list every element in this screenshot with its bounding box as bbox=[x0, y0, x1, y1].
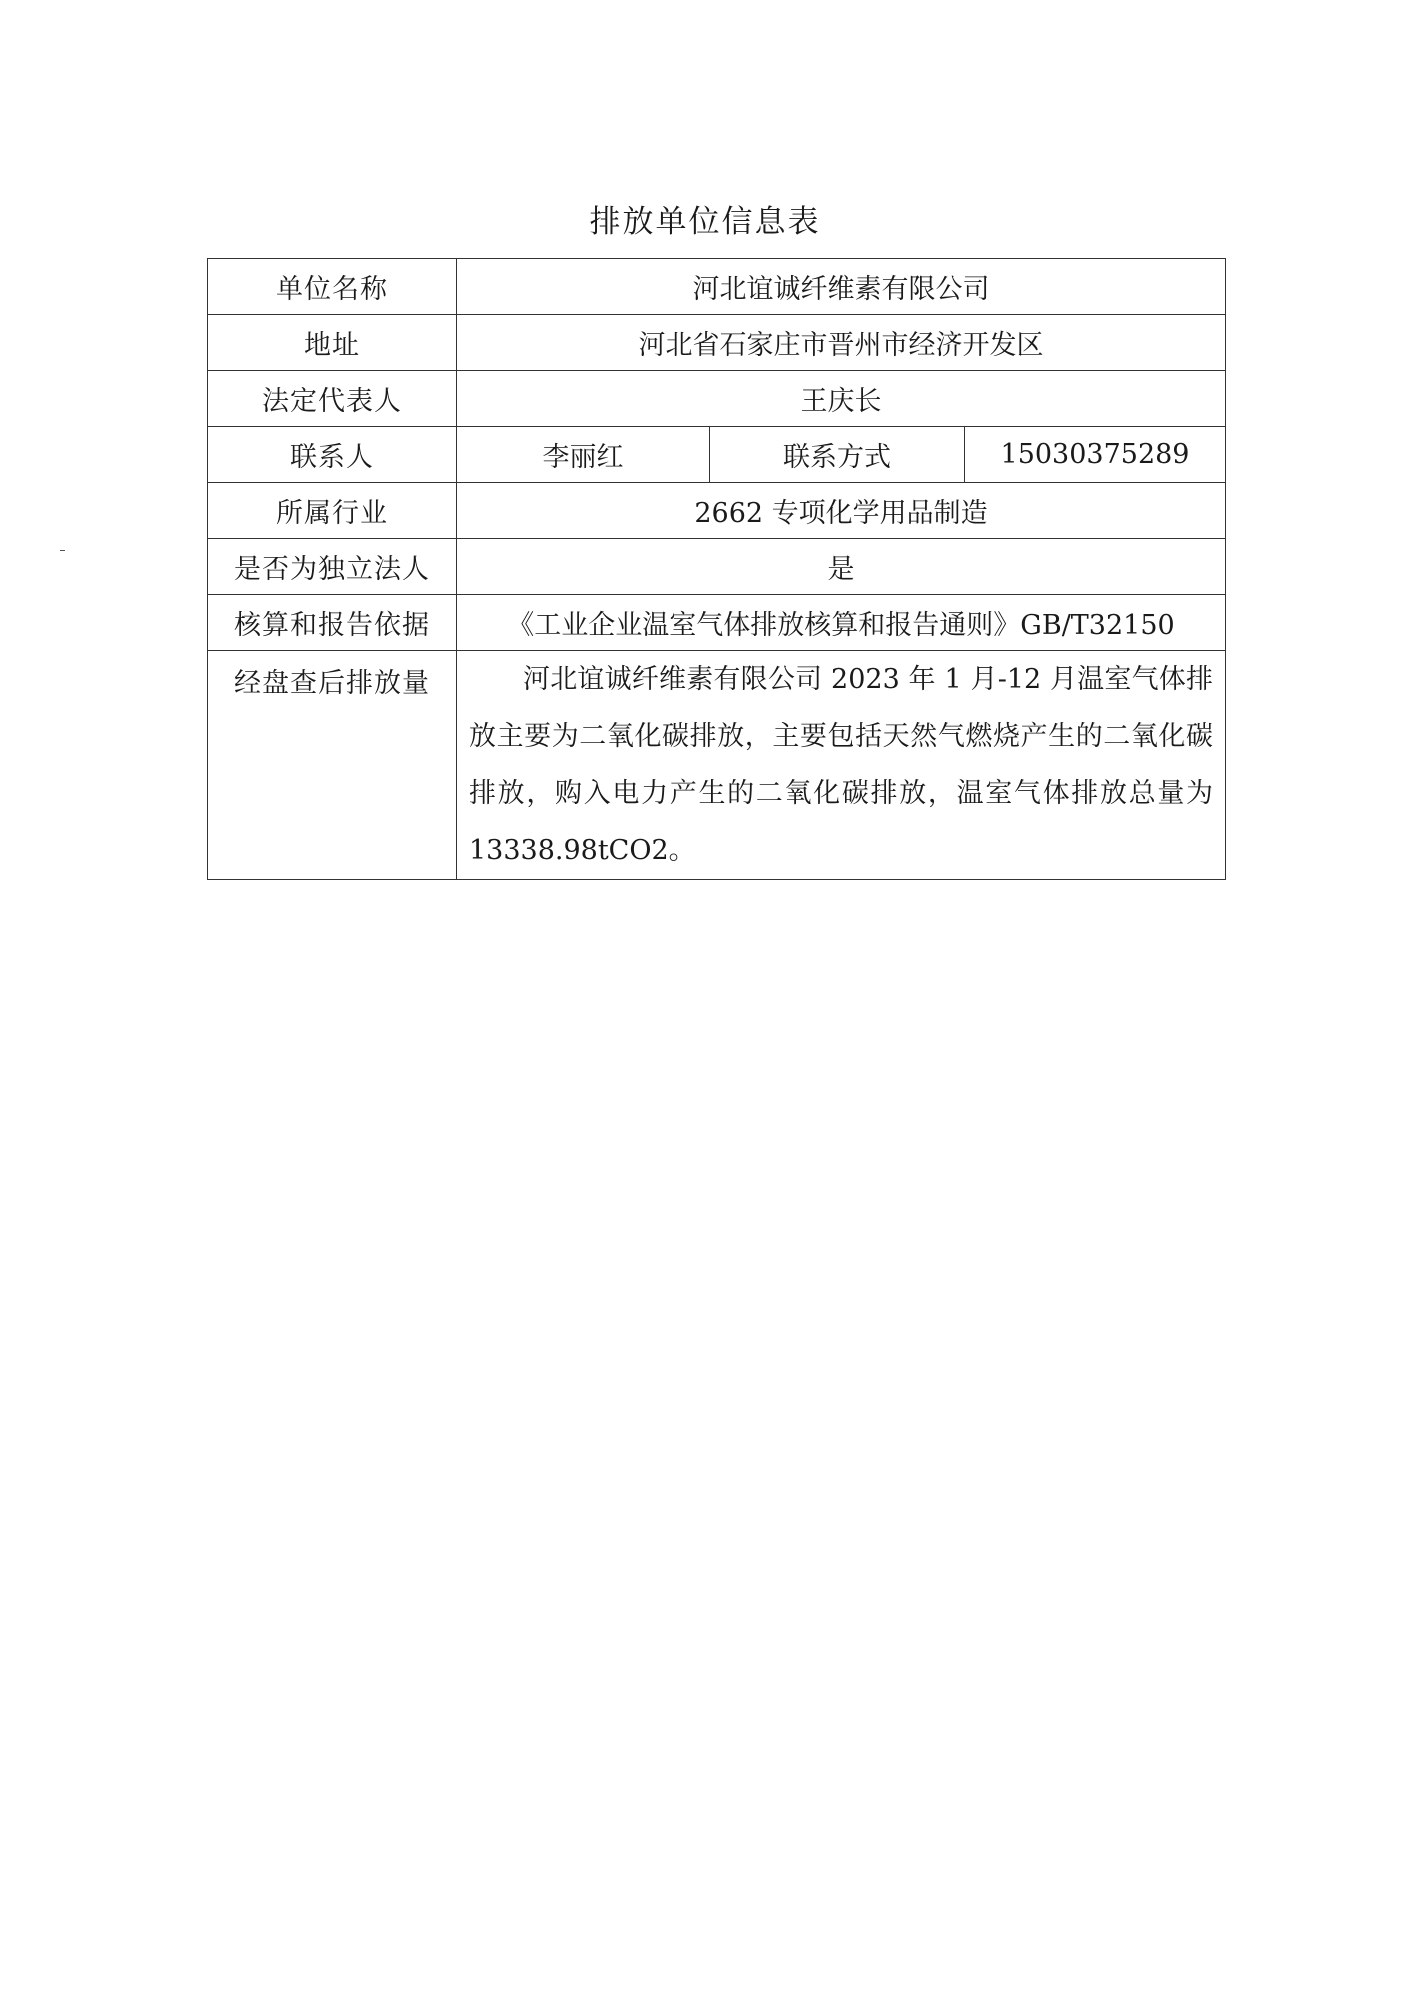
contact-label: 联系人 bbox=[208, 427, 457, 483]
row-address bbox=[208, 315, 1226, 371]
industry-value: 2662 专项化学用品制造 bbox=[457, 483, 1226, 539]
independent-label: 是否为独立法人 bbox=[208, 539, 457, 595]
row-legal-rep bbox=[208, 371, 1226, 427]
emission-unit-info-table bbox=[207, 258, 1226, 880]
scan-mark bbox=[60, 550, 65, 551]
emissions-label: 经盘查后排放量 bbox=[208, 651, 457, 880]
address-value: 河北省石家庄市晋州市经济开发区 bbox=[457, 315, 1226, 371]
contact-method-value: 15030375289 bbox=[965, 427, 1226, 483]
contact-value: 李丽红 bbox=[457, 427, 710, 483]
contact-method-label: 联系方式 bbox=[710, 427, 965, 483]
row-basis bbox=[208, 595, 1226, 651]
row-contact bbox=[208, 427, 1226, 483]
company-name-value: 河北谊诚纤维素有限公司 bbox=[457, 259, 1226, 315]
independent-value: 是 bbox=[457, 539, 1226, 595]
page-title: 排放单位信息表 bbox=[589, 204, 821, 240]
basis-value: 《工业企业温室气体排放核算和报告通则》GB/T32150 bbox=[457, 595, 1226, 651]
row-industry bbox=[208, 483, 1226, 539]
basis-label: 核算和报告依据 bbox=[208, 595, 457, 651]
industry-label: 所属行业 bbox=[208, 483, 457, 539]
legal-rep-label: 法定代表人 bbox=[208, 371, 457, 427]
legal-rep-value: 王庆长 bbox=[457, 371, 1226, 427]
row-independent bbox=[208, 539, 1226, 595]
company-name-label: 单位名称 bbox=[208, 259, 457, 315]
row-company-name bbox=[208, 259, 1226, 315]
emissions-value: 河北谊诚纤维素有限公司 2023 年 1 月-12 月温室气体排放主要为二氧化碳排放，主要包括天然气燃烧产生的二氧化碳排放，购入电力产生的二氧化碳排放，温室气体排放总量为 13338.98tCO2。 bbox=[457, 651, 1226, 880]
address-label: 地址 bbox=[208, 315, 457, 371]
row-emissions bbox=[208, 651, 1226, 880]
